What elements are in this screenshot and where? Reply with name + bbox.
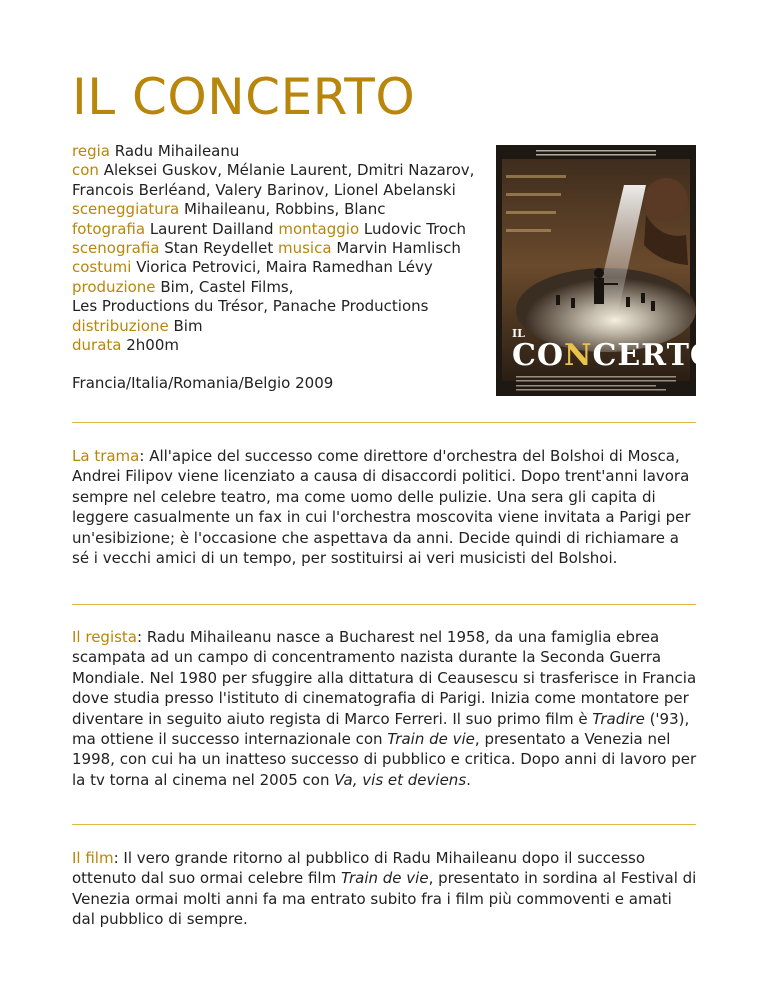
credit-value: Aleksei Guskov, Mélanie Laurent, Dmitri Nazarov, [103,161,475,180]
section-label: Il film [72,849,114,867]
film-title: Train de vie [340,869,429,888]
movie-poster [496,145,718,396]
credit-label: scenografia [72,239,160,258]
poster-title-co: CO [512,338,565,373]
credit-produzione [72,278,492,297]
poster-title-il: IL [512,327,525,340]
credit-sceneggiatura [72,200,492,219]
credits-block [72,142,492,355]
credit-label: durata [72,336,122,355]
credit-value: Mihaileanu, Robbins, Blanc [183,200,386,219]
credit-durata [72,336,492,355]
credit-con [72,161,492,180]
production-origin: Francia/Italia/Romania/Belgio 2009 [72,374,334,392]
section-text: , presentato in sordina al Festival di Venezia ormai molti anni fa ma entrato subito fra i film più commoventi e amati dal pubblico di sempre. [72,869,697,929]
section-trama [72,446,698,568]
poster-title-certo: CERTO [592,338,718,373]
credit-label: fotografia [72,219,146,238]
section-divider [72,604,696,605]
poster-title-n: N [564,338,593,373]
section-film [72,848,698,930]
credit-label: montaggio [278,219,360,238]
credit-label: produzione [72,277,156,296]
credit-value: Laurent Dailland [149,219,274,238]
credit-value: Bim [173,316,203,335]
credit-produzione-cont: Les Productions du Trésor, Panache Productions [72,297,429,316]
credit-value: 2h00m [126,336,179,355]
film-title: Train de vie [387,730,475,749]
poster-title [512,338,717,373]
credit-value: Viorica Petrovici, Maira Ramedhan Lévy [136,258,433,277]
credit-value: Bim, Castel Films, [160,277,294,296]
section-text: : Il vero grande ritorno al pubblico di Radu Mihaileanu dopo il successo ottenuto dal suo ormai celebre film [72,849,646,888]
section-regista [72,627,698,790]
credit-fotografia [72,220,492,239]
film-title: Va, vis et deviens [334,770,467,789]
section-divider [72,422,696,423]
section-label: Il regista [72,628,138,646]
section-divider [72,824,696,825]
credit-label: musica [277,239,332,258]
credit-value: Ludovic Troch [363,219,466,238]
credit-costumi [72,258,492,277]
credit-label: costumi [72,258,132,277]
film-title: Tradire [592,709,645,728]
section-text: : All'apice del successo come direttore d'orchestra del Bolshoi di Mosca, Andrei Filipov viene licenziato a causa di disaccordi politici. Dopo trent'anni lavora sempre nel celebre teatro, ma come uomo delle pulizie. Una sera gli capita di leggere casualmente un fax in cui l'orchestra moscovita viene invitata a Parigi per un'esibizione; è l'occasione che aspettava da anni. Decide quindi di richiamare a sé i vecchi amici di un tempo, per sostituirsi ai veri musicisti del Bolshoi. [72,447,691,568]
section-text: , presentato a Venezia nel 1998, con cui ha un inatteso successo di pubblico e critica. Dopo anni di lavoro per la tv torna al cinema nel 2005 con [72,730,697,789]
credit-label: sceneggiatura [72,200,180,219]
page-title: IL CONCERTO [72,68,416,126]
poster-artwork [496,145,718,396]
credit-regia [72,142,492,161]
credit-label: distribuzione [72,316,169,335]
credit-value: Radu Mihaileanu [114,142,240,160]
credit-value: Stan Reydellet [164,239,274,258]
section-label: La trama [72,447,140,465]
section-text: . [466,770,471,789]
violinist-figure [644,178,688,222]
section-text: ('93), ma ottiene il successo internazionale con [72,709,690,749]
credit-con-cont: Francois Berléand, Valery Barinov, Lionel Abelanski [72,180,456,199]
credit-distribuzione [72,317,492,336]
credit-label: regia [72,142,110,160]
credit-value: Marvin Hamlisch [336,239,461,258]
credit-label: con [72,161,99,180]
credit-scenografia [72,239,492,258]
section-text: : Radu Mihaileanu nasce a Bucharest nel 1958, da una famiglia ebrea scampata ad un campo di concentramento nazista durante la Seconda Guerra Mondiale. Nel 1980 per sfuggire alla dittatura di Ceausescu si trasferisce in Francia dove studia presso l'istituto di cinematografia di Parigi. Inizia come montatore per diventare in seguito aiuto regista di Marco Ferreri. Il suo primo film è [72,628,697,728]
